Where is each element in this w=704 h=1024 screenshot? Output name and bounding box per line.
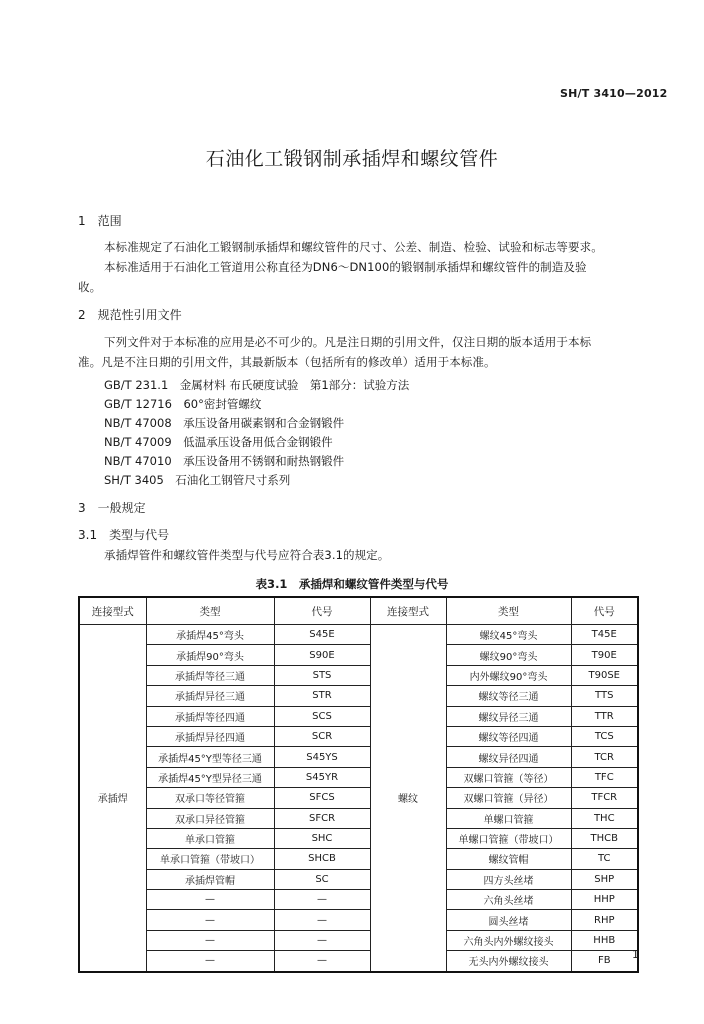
section-3-1-heading: 3.1 类型与代号 [78,528,170,542]
header-connection-type: 连接型式 [370,597,446,625]
standard-number: SH/T 3410—2012 [560,87,668,100]
cell-code: TFCR [571,788,638,808]
cell-code: — [274,951,370,972]
section-3-heading: 3 一般规定 [78,501,146,515]
cell-code: HHB [571,930,638,950]
cell-code: THCB [571,828,638,848]
cell-type: — [146,910,274,930]
cell-code: S45E [274,625,370,645]
cell-type: 承插焊管帽 [146,869,274,889]
cell-type: 承插焊异径三通 [146,686,274,706]
cell-type: — [146,890,274,910]
cell-type: 六角头内外螺纹接头 [446,930,571,950]
table-row [79,808,638,828]
table-row [79,645,638,665]
cell-code: THC [571,808,638,828]
cell-code: S90E [274,645,370,665]
reference-item: NB/T 47010 承压设备用不锈钢和耐热钢锻件 [104,454,345,468]
cell-type: 单承口管箍 [146,828,274,848]
cell-code: TFC [571,767,638,787]
cell-code: TC [571,849,638,869]
cell-type: 螺纹等径三通 [446,686,571,706]
cell-type: 螺纹异径三通 [446,706,571,726]
header-type: 类型 [446,597,571,625]
cell-type: 单承口管箍（带坡口） [146,849,274,869]
cell-code: SHC [274,828,370,848]
cell-code: — [274,930,370,950]
cell-code: TTR [571,706,638,726]
cell-type: 螺纹45°弯头 [446,625,571,645]
cell-type: 承插焊90°弯头 [146,645,274,665]
table-caption: 表3.1 承插焊和螺纹管件类型与代号 [255,577,449,591]
cell-code: T90E [571,645,638,665]
header-code: 代号 [274,597,370,625]
cell-code: S45YR [274,767,370,787]
cell-code: HHP [571,890,638,910]
cell-type: 螺纹异径四通 [446,747,571,767]
cell-type: 双螺口管箍（等径） [446,767,571,787]
page-number: 1 [632,948,639,961]
reference-item: NB/T 47008 承压设备用碳素钢和合金钢锻件 [104,416,345,430]
cell-type: 螺纹等径四通 [446,726,571,746]
reference-item: NB/T 47009 低温承压设备用低合金钢锻件 [104,435,333,449]
cell-code: S45YS [274,747,370,767]
cell-code: — [274,890,370,910]
table-row [79,930,638,950]
group-socket-weld: 承插焊 [79,625,146,972]
cell-code: TTS [571,686,638,706]
section-2-para-line-2: 准。凡是不注日期的引用文件，其最新版本（包括所有的修改单）适用于本标准。 [78,355,496,369]
cell-type: 内外螺纹90°弯头 [446,665,571,685]
header-code: 代号 [571,597,638,625]
cell-type: 无头内外螺纹接头 [446,951,571,972]
section-2-heading: 2 规范性引用文件 [78,308,182,322]
table-row [79,828,638,848]
table-row [79,890,638,910]
cell-code: FB [571,951,638,972]
cell-type: 承插焊45°Y型等径三通 [146,747,274,767]
table-row [79,869,638,889]
cell-code: TCR [571,747,638,767]
cell-type: 圆头丝堵 [446,910,571,930]
table-row [79,951,638,972]
table-row [79,726,638,746]
cell-type: 单螺口管箍 [446,808,571,828]
cell-code: SFCS [274,788,370,808]
cell-code: SFCR [274,808,370,828]
section-1-para-2-line-1: 本标准适用于石油化工管道用公称直径为DN6～DN100的锻钢制承插焊和螺纹管件的制造及验 [104,260,587,274]
cell-code: — [274,910,370,930]
cell-type: — [146,930,274,950]
cell-code: RHP [571,910,638,930]
section-2-para-line-1: 下列文件对于本标准的应用是必不可少的。凡是注日期的引用文件，仅注日期的版本适用于本标 [104,335,592,349]
header-connection-type: 连接型式 [79,597,146,625]
cell-type: 六角头丝堵 [446,890,571,910]
cell-type: 双承口异径管箍 [146,808,274,828]
reference-item: SH/T 3405 石油化工钢管尺寸系列 [104,473,291,487]
table-row [79,706,638,726]
table-row [79,849,638,869]
cell-type: 双螺口管箍（异径） [446,788,571,808]
table-row [79,665,638,685]
cell-code: SHP [571,869,638,889]
cell-code: STR [274,686,370,706]
cell-code: SCR [274,726,370,746]
cell-code: SCS [274,706,370,726]
cell-code: STS [274,665,370,685]
table-row [79,747,638,767]
reference-item: GB/T 12716 60°密封管螺纹 [104,397,262,411]
cell-code: TCS [571,726,638,746]
table-row [79,686,638,706]
cell-type: 承插焊异径四通 [146,726,274,746]
cell-type: 螺纹管帽 [446,849,571,869]
cell-code: T45E [571,625,638,645]
table-row [79,788,638,808]
cell-type: 螺纹90°弯头 [446,645,571,665]
cell-type: 承插焊45°Y型异径三通 [146,767,274,787]
header-type: 类型 [146,597,274,625]
section-3-1-para: 承插焊管件和螺纹管件类型与代号应符合表3.1的规定。 [104,548,390,562]
reference-item: GB/T 231.1 金属材料 布氏硬度试验 第1部分：试验方法 [104,378,410,392]
table-row [79,910,638,930]
cell-code: SHCB [274,849,370,869]
cell-type: 四方头丝堵 [446,869,571,889]
cell-type: 承插焊等径四通 [146,706,274,726]
group-threaded: 螺纹 [370,625,446,972]
table-row [79,625,638,645]
cell-type: 承插焊45°弯头 [146,625,274,645]
section-1-para-1: 本标准规定了石油化工锻钢制承插焊和螺纹管件的尺寸、公差、制造、检验、试验和标志等要求。 [104,240,603,254]
cell-code: SC [274,869,370,889]
table-row [79,767,638,787]
cell-code: T90SE [571,665,638,685]
cell-type: 单螺口管箍（带坡口） [446,828,571,848]
cell-type: — [146,951,274,972]
fittings-table [78,596,639,973]
table-header-row [79,597,638,625]
document-title: 石油化工锻钢制承插焊和螺纹管件 [205,148,499,170]
cell-type: 承插焊等径三通 [146,665,274,685]
section-1-para-2-line-2: 收。 [78,280,102,294]
section-1-heading: 1 范围 [78,214,122,228]
cell-type: 双承口等径管箍 [146,788,274,808]
